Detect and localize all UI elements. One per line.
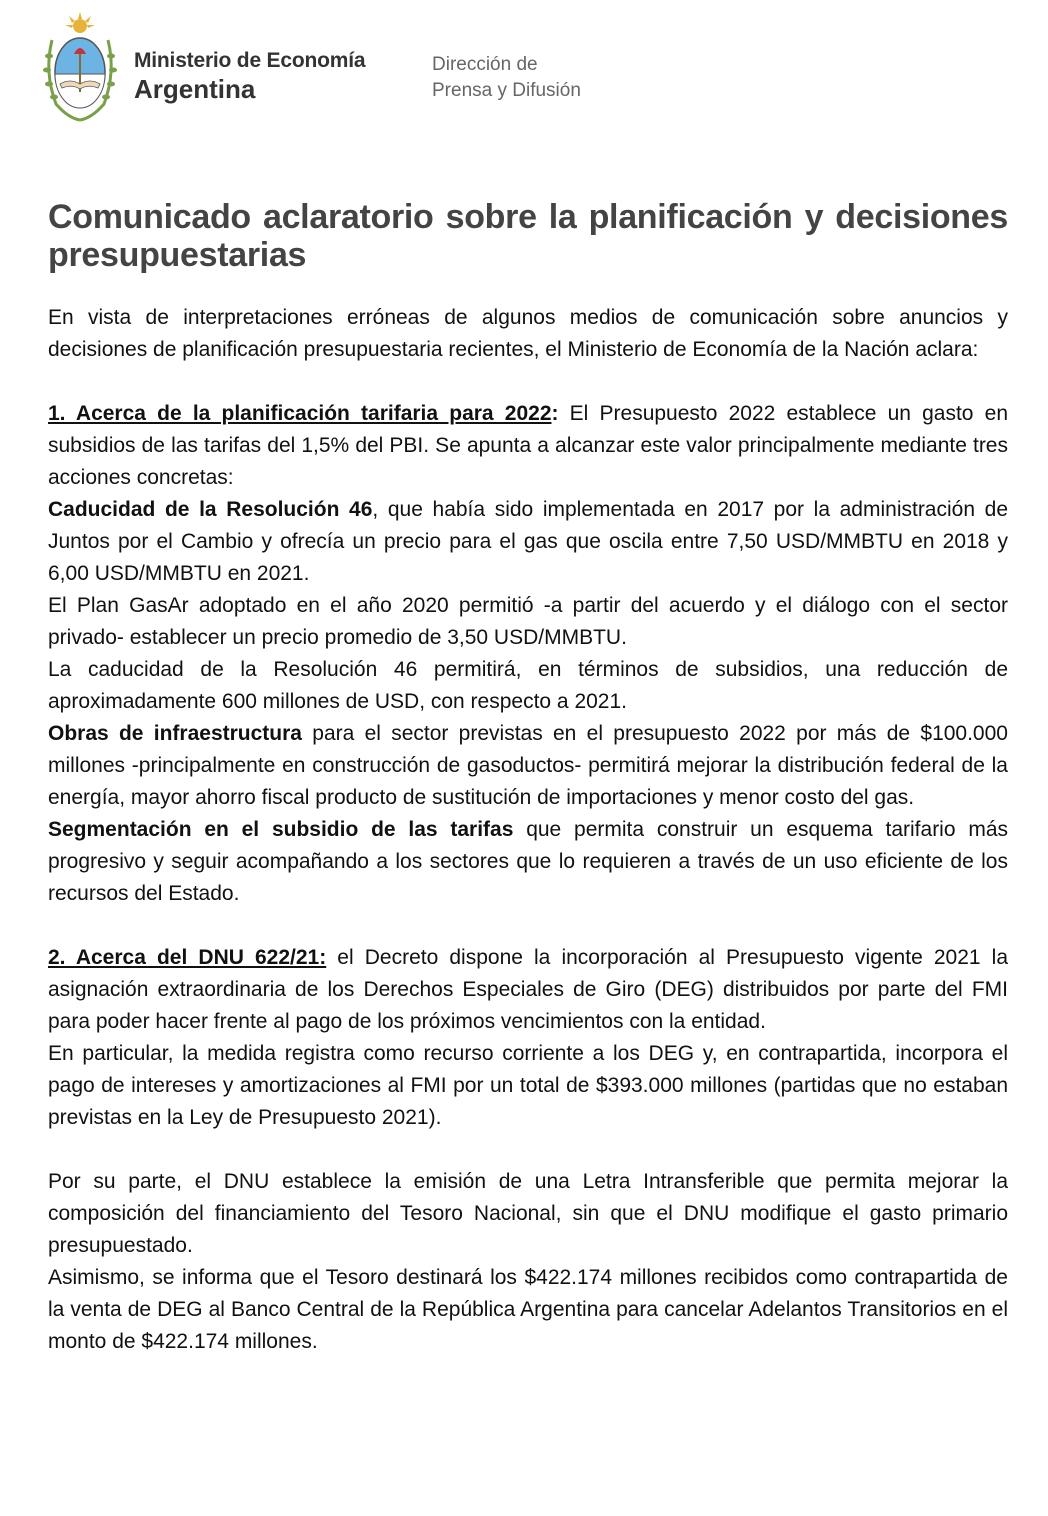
closing-paragraph1: Por su parte, el DNU establece la emisión de una Letra Intransferible que permita mejorar la composición del financiamiento del Tesoro Nacional, sin que el DNU modifique el gasto primario presupuestado.	[48, 1170, 1008, 1257]
section1-heading-colon: :	[551, 402, 559, 425]
section2-paragraph	[48, 942, 1008, 1038]
ministry-name	[134, 48, 365, 104]
item1-text: , que había sido implementada en 2017 por la administración de Juntos por el Cambio y ofrecía un precio para el gas que oscila entre 7,50 USD/MMBTU en 2018 y 6,00 USD/MMBTU en 2021.	[48, 498, 1008, 585]
item2-bold: Obras de infraestructura	[48, 722, 302, 745]
closing-paragraph2: Asimismo, se informa que el Tesoro destinará los $422.174 millones recibidos como contrapartida de la venta de DEG al Banco Central de la República Argentina para cancelar Adelantos Transitorios en el monto de $422.174 millones.	[48, 1266, 1008, 1353]
paragraph-gap	[48, 1134, 1008, 1166]
section1-paragraph	[48, 398, 1008, 494]
gasar-paragraph: El Plan GasAr adoptado en el año 2020 permitió -a partir del acuerdo y el diálogo con el sector privado- establecer un precio promedio de 3,50 USD/MMBTU.	[48, 594, 1008, 649]
paragraph-gap	[48, 910, 1008, 942]
letterhead	[42, 12, 742, 132]
document-body	[48, 198, 1008, 1358]
item1-bold: Caducidad de la Resolución 46	[48, 498, 373, 521]
item3-bold: Segmentación en el subsidio de las tarifas	[48, 818, 514, 841]
section2-paragraph2: En particular, la medida registra como recurso corriente a los DEG y, en contrapartida, incorpora el pago de intereses y amortizaciones al FMI por un total de $393.000 millones (partidas que no estaban previstas en la Ley de Presupuesto 2021).	[48, 1042, 1008, 1129]
section2-heading: 2. Acerca del DNU 622/21:	[48, 946, 327, 969]
section1-heading: 1. Acerca de la planificación tarifaria para 2022	[48, 402, 552, 425]
item3-paragraph	[48, 814, 1008, 910]
document-title: Comunicado aclaratorio sobre la planificación y decisiones presupuestarias	[48, 198, 1008, 274]
item2-text: para el sector previstas en el presupuesto 2022 por más de $100.000 millones -principalmente en construcción de gasoductos- permitirá mejorar la distribución federal de la energía, mayor ahorro fiscal producto de sustitución de importaciones y menor costo del gas.	[48, 722, 1008, 809]
department-name-line2: Prensa y Difusión	[432, 80, 581, 101]
section1-text: El Presupuesto 2022 establece un gasto en subsidios de las tarifas del 1,5% del PBI. Se apunta a alcanzar este valor principalmente mediante tres acciones concretas:	[48, 402, 1009, 489]
ministry-name-line1: Ministerio de Economía	[134, 49, 366, 72]
item2-paragraph	[48, 718, 1008, 814]
paragraph-gap	[48, 366, 1008, 398]
reduction-paragraph: La caducidad de la Resolución 46 permitirá, en términos de subsidios, una reducción de aproximadamente 600 millones de USD, con respecto a 2021.	[48, 658, 1008, 713]
section2-text: el Decreto dispone la incorporación al Presupuesto vigente 2021 la asignación extraordinaria de los Derechos Especiales de Giro (DEG) distribuidos por parte del FMI para poder hacer frente al pago de los próximos vencimientos con la entidad.	[48, 946, 1008, 1033]
item1-paragraph	[48, 494, 1008, 590]
department-name	[432, 52, 581, 104]
department-name-line1: Dirección de	[432, 54, 538, 75]
intro-paragraph: En vista de interpretaciones erróneas de algunos medios de comunicación sobre anuncios y decisiones de planificación presupuestaria recientes, el Ministerio de Economía de la Nación aclara:	[48, 306, 1008, 361]
ministry-name-line2: Argentina	[134, 74, 256, 104]
coat-of-arms-icon	[42, 12, 118, 124]
item3-text: que permita construir un esquema tarifario más progresivo y seguir acompañando a los sectores que lo requieren a través de un uso eficiente de los recursos del Estado.	[48, 818, 1008, 905]
